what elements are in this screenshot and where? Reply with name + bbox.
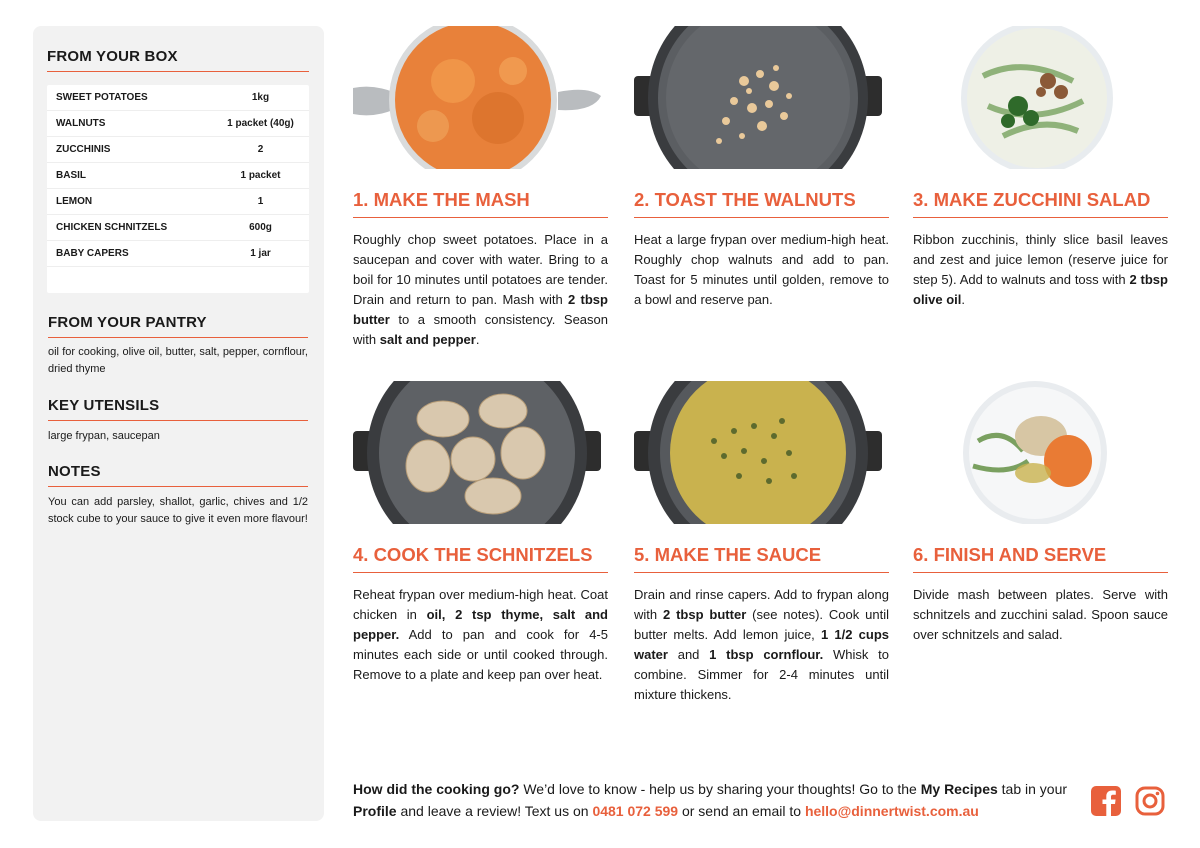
- facebook-icon[interactable]: [1090, 785, 1122, 817]
- description-text: Divide mash between plates. Serve with schnitzels and zucchini salad. Spoon sauce over schnitzels and salad.: [913, 587, 1168, 642]
- ingredient-name: BABY CAPERS: [56, 248, 129, 259]
- sauce-pan-photo: [634, 381, 889, 524]
- footer-text-1: We’d love to know - help us by sharing your thoughts! Go to the: [519, 781, 921, 797]
- step-6-description: [913, 585, 1168, 645]
- step-5-description: [634, 585, 889, 705]
- ingredient-quantity: 1: [257, 196, 264, 207]
- step-2-title: 2. TOAST THE WALNUTS: [634, 189, 889, 218]
- description-text: .: [475, 332, 480, 347]
- ingredient-quantity: 600g: [249, 222, 272, 233]
- footer-text-2: tab in your: [997, 781, 1068, 797]
- step-6-title: 6. FINISH AND SERVE: [913, 544, 1168, 573]
- ingredient-quantity: 1 packet (40g): [227, 118, 294, 129]
- ingredient-quantity: 1kg: [251, 92, 270, 103]
- step-3-description: [913, 230, 1168, 310]
- step-1-description: [353, 230, 608, 350]
- ingredient-quantity: 2: [257, 144, 264, 155]
- ingredients-sidebar: [33, 26, 324, 821]
- description-text: Heat a large frypan over medium-high heat. Roughly chop walnuts and add to pan. Toast for 5 minutes until golden, remove to a bowl and reserve pan.: [634, 232, 889, 307]
- ingredient-name: ZUCCHINIS: [56, 144, 111, 155]
- step-3: [913, 26, 1168, 310]
- step-4-description: [353, 585, 608, 685]
- box-ingredients-table: [47, 85, 309, 293]
- box-empty-row: [47, 267, 309, 293]
- step-6: [913, 381, 1168, 645]
- zucchini-salad-photo: [913, 26, 1168, 169]
- description-text: to a smooth consistency. Season with: [353, 312, 608, 347]
- emphasis-text: 1 tbsp cornflour.: [709, 647, 824, 662]
- footer-text-4: or send an email to: [678, 803, 805, 819]
- profile-label: Profile: [353, 803, 397, 819]
- description-text: Add to pan and cook for 4-5 minutes each side or until cooked through. Remove to a plate and keep pan over heat.: [353, 627, 608, 682]
- box-ingredient-row: [47, 241, 309, 267]
- pantry-items-text: oil for cooking, olive oil, butter, salt, pepper, cornflour, dried thyme: [48, 346, 308, 375]
- description-text: Ribbon zucchinis, thinly slice basil leaves and zest and juice lemon (reserve juice for step 5). Add to walnuts and toss with: [913, 232, 1168, 287]
- my-recipes-label: My Recipes: [920, 781, 998, 797]
- emphasis-text: salt and pepper: [379, 332, 476, 347]
- phone-number-link[interactable]: 0481 072 599: [592, 803, 679, 819]
- mash-pot-photo: [353, 26, 608, 169]
- box-ingredient-row: [47, 163, 309, 189]
- step-5: [634, 381, 889, 705]
- box-ingredient-row: [47, 189, 309, 215]
- email-link[interactable]: hello@dinnertwist.com.au: [804, 803, 979, 819]
- schnitzels-pan-photo: [353, 381, 608, 524]
- ingredient-quantity: 1 jar: [250, 248, 271, 259]
- description-text: (see notes). Cook until butter melts. Add lemon juice,: [634, 607, 889, 642]
- description-text: Whisk to combine. Simmer for 2-4 minutes until mixture thickens.: [634, 647, 889, 702]
- step-1: [353, 26, 608, 350]
- from-your-box-title: FROM YOUR BOX: [47, 48, 309, 72]
- step-2: [634, 26, 889, 310]
- ingredient-name: CHICKEN SCHNITZELS: [56, 222, 168, 233]
- plated-dish-photo: [913, 381, 1168, 524]
- description-text: Roughly chop sweet potatoes. Place in a saucepan and cover with water. Bring to a boil for 10 minutes until potatoes are tender. Drain and return to pan. Mash with: [353, 232, 608, 307]
- ingredient-name: LEMON: [56, 196, 93, 207]
- description-text: .: [961, 292, 966, 307]
- step-3-title: 3. MAKE ZUCCHINI SALAD: [913, 189, 1168, 218]
- notes-title: NOTES: [48, 463, 308, 487]
- walnuts-pan-photo: [634, 26, 889, 169]
- description-text: and: [667, 647, 710, 662]
- box-ingredient-row: [47, 111, 309, 137]
- box-ingredient-row: [47, 137, 309, 163]
- ingredient-name: BASIL: [56, 170, 86, 181]
- description-text: Reheat frypan over medium-high heat. Coat chicken in: [353, 587, 608, 622]
- box-ingredient-row: [47, 85, 309, 111]
- key-utensils-title: KEY UTENSILS: [48, 397, 308, 421]
- notes-text: You can add parsley, shallot, garlic, chives and 1/2 stock cube to your sauce to give it even more flavour!: [48, 496, 308, 525]
- ingredient-name: SWEET POTATOES: [56, 92, 148, 103]
- emphasis-text: 2 tbsp butter: [353, 292, 608, 327]
- description-text: Drain and rinse capers. Add to frypan along with: [634, 587, 889, 622]
- emphasis-text: 1 1/2 cups water: [634, 627, 889, 662]
- instagram-icon[interactable]: [1134, 785, 1166, 817]
- ingredient-quantity: 1 packet: [240, 170, 281, 181]
- review-footer: [353, 778, 1073, 822]
- step-4: [353, 381, 608, 685]
- key-utensils-text: large frypan, saucepan: [48, 430, 160, 442]
- emphasis-text: 2 tbsp olive oil: [913, 272, 1168, 307]
- step-2-description: [634, 230, 889, 310]
- from-your-pantry-title: FROM YOUR PANTRY: [48, 314, 308, 338]
- footer-question: How did the cooking go?: [353, 781, 520, 797]
- emphasis-text: oil, 2 tsp thyme, salt and pepper.: [353, 607, 608, 642]
- step-5-title: 5. MAKE THE SAUCE: [634, 544, 889, 573]
- step-4-title: 4. COOK THE SCHNITZELS: [353, 544, 608, 573]
- footer-text-3: and leave a review! Text us on: [396, 803, 593, 819]
- emphasis-text: 2 tbsp butter: [663, 607, 747, 622]
- step-1-title: 1. MAKE THE MASH: [353, 189, 608, 218]
- box-ingredient-row: [47, 215, 309, 241]
- ingredient-name: WALNUTS: [56, 118, 106, 129]
